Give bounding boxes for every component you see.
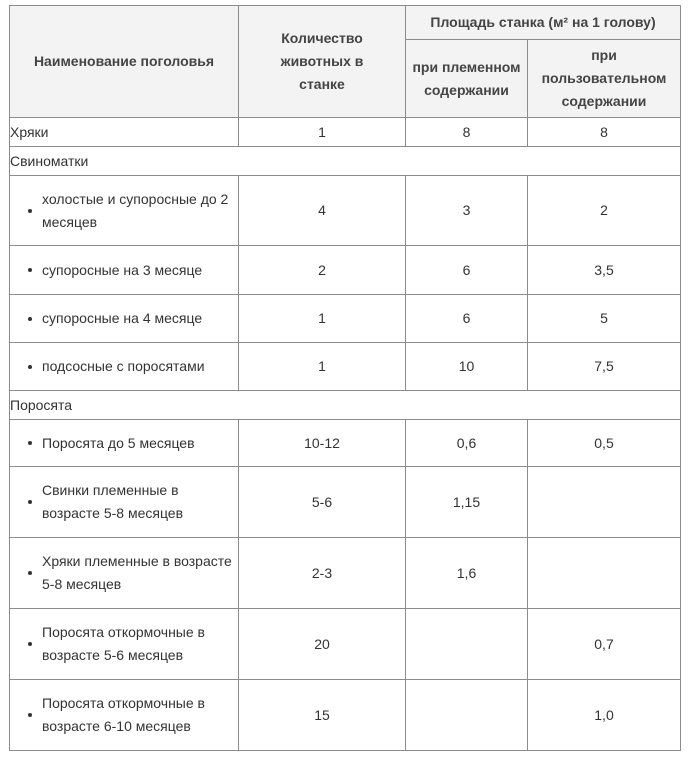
header-count-label: Количество животных в станке: [280, 30, 364, 92]
bullet-icon: [28, 268, 32, 272]
table-row: [10, 538, 681, 609]
row-name-cell: [10, 609, 239, 680]
header-area-commercial: [528, 40, 681, 118]
row-name: Поросята откормочные в возрасте 5-6 месяцев: [42, 624, 205, 663]
row-name-cell: [10, 680, 239, 751]
row-count: 15: [239, 680, 406, 751]
row-name: Свинки племенные в возрасте 5-8 месяцев: [42, 482, 184, 521]
row-name-cell: [10, 246, 239, 295]
table-row: [10, 246, 681, 295]
row-breeding: 8: [406, 118, 528, 147]
row-commercial: 3,5: [528, 246, 681, 295]
row-name: холостые и супоросные до 2 месяцев: [42, 190, 229, 230]
row-count: 1: [239, 118, 406, 147]
row-commercial: 8: [528, 118, 681, 147]
row-breeding: 6: [406, 246, 528, 295]
table-row: [10, 467, 681, 538]
row-name-cell: [10, 343, 239, 391]
table-row: [10, 680, 681, 751]
table-group-row: [10, 391, 681, 420]
row-breeding: 10: [406, 343, 528, 391]
table-group-row: [10, 147, 681, 176]
row-commercial: 0,7: [528, 609, 681, 680]
header-area-breeding: [406, 40, 528, 118]
row-breeding: 1,15: [406, 467, 528, 538]
row-name: Хряки племенные в возрасте 5-8 месяцев: [42, 553, 232, 592]
table-row: [10, 420, 681, 467]
header-area-commercial-label: при пользовательном содержании: [541, 47, 667, 109]
bullet-icon: [28, 209, 32, 213]
row-count: 1: [239, 343, 406, 391]
row-count: 20: [239, 609, 406, 680]
header-name-label: Наименование поголовья: [33, 53, 215, 69]
bullet-icon: [28, 713, 32, 717]
table-row: [10, 118, 681, 147]
bullet-icon: [28, 571, 32, 575]
row-name: супоросные на 4 месяце: [42, 310, 203, 326]
row-breeding: [406, 609, 528, 680]
row-name-cell: [10, 538, 239, 609]
row-breeding: [406, 680, 528, 751]
row-breeding: 3: [406, 176, 528, 246]
stall-area-table: [9, 5, 681, 751]
header-name: [10, 6, 239, 118]
row-commercial: 1,0: [528, 680, 681, 751]
row-commercial: 0,5: [528, 420, 681, 467]
row-count: 2: [239, 246, 406, 295]
bullet-icon: [28, 317, 32, 321]
bullet-icon: [28, 500, 32, 504]
bullet-icon: [28, 365, 32, 369]
group-sows: Свиноматки: [10, 147, 681, 176]
row-count: 10-12: [239, 420, 406, 467]
table-row: [10, 609, 681, 680]
row-count: 4: [239, 176, 406, 246]
row-name-cell: [10, 176, 239, 246]
table-row: [10, 343, 681, 391]
header-count: [239, 6, 406, 118]
group-piglets: Поросята: [10, 391, 681, 420]
row-commercial: 5: [528, 295, 681, 343]
row-count: 1: [239, 295, 406, 343]
row-commercial: 2: [528, 176, 681, 246]
row-breeding: 0,6: [406, 420, 528, 467]
row-name: супоросные на 3 месяце: [42, 261, 203, 278]
row-name: Поросята откормочные в возрасте 6-10 месяцев: [42, 695, 205, 734]
bullet-icon: [28, 441, 32, 445]
row-name: подсосные с поросятами: [42, 358, 205, 374]
row-name: Хряки: [10, 118, 239, 147]
row-name: Поросята до 5 месяцев: [42, 434, 195, 451]
table-row: [10, 295, 681, 343]
header-area: [406, 6, 681, 40]
header-area-breeding-label: при племенном содержании: [412, 58, 521, 98]
row-commercial: [528, 538, 681, 609]
row-count: 5-6: [239, 467, 406, 538]
row-name-cell: [10, 295, 239, 343]
row-name-cell: [10, 467, 239, 538]
row-breeding: 1,6: [406, 538, 528, 609]
row-count: 2-3: [239, 538, 406, 609]
row-commercial: 7,5: [528, 343, 681, 391]
row-name-cell: [10, 420, 239, 467]
row-commercial: [528, 467, 681, 538]
row-breeding: 6: [406, 295, 528, 343]
bullet-icon: [28, 642, 32, 646]
table-row: [10, 176, 681, 246]
header-area-label: Площадь станка (м² на 1 голову): [430, 14, 656, 30]
